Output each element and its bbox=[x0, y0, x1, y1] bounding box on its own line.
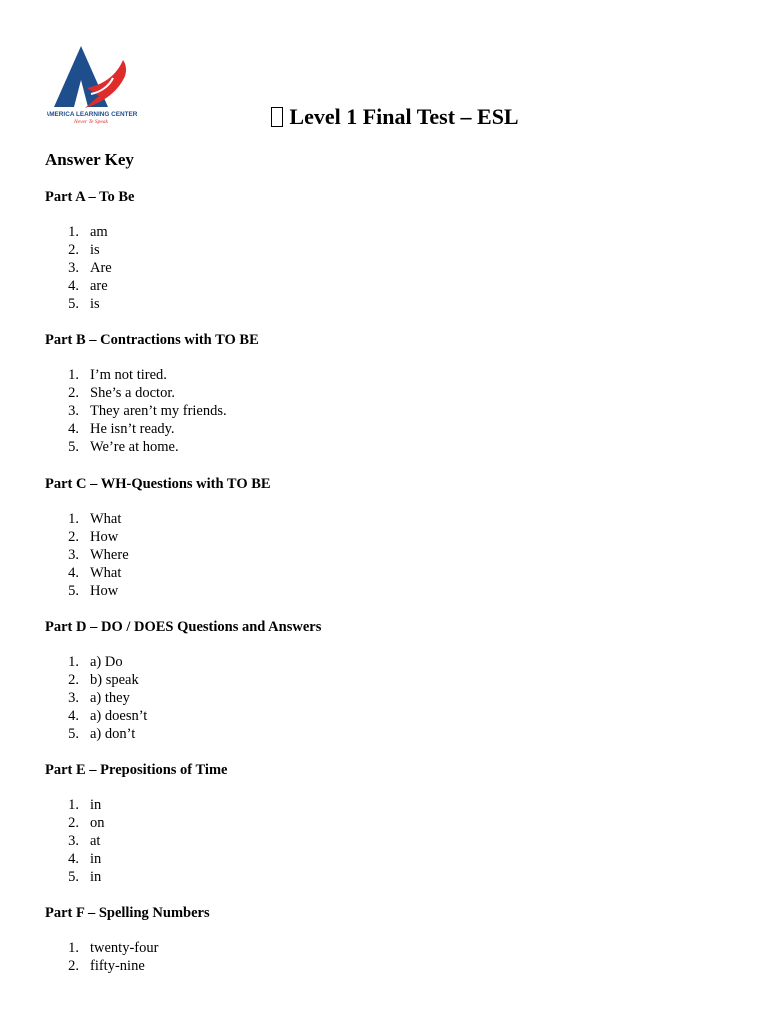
item-text: in bbox=[90, 797, 102, 813]
item-text: is bbox=[90, 241, 100, 258]
item-text: are bbox=[90, 277, 108, 294]
item-text: in bbox=[90, 850, 102, 867]
list-item bbox=[45, 547, 735, 565]
list-item bbox=[45, 529, 735, 547]
answer-key-heading: Answer Key bbox=[45, 150, 134, 169]
list-item bbox=[45, 511, 735, 529]
item-text: a) doesn’t bbox=[90, 707, 148, 724]
item-text: a) they bbox=[90, 689, 130, 706]
item-number: 1. bbox=[68, 511, 79, 527]
item-text: in bbox=[90, 868, 102, 885]
item-number: 4. bbox=[68, 420, 79, 437]
list-item bbox=[45, 260, 735, 278]
section-part-c bbox=[45, 474, 735, 601]
item-text: fifty-nine bbox=[90, 957, 145, 974]
list-item bbox=[45, 583, 735, 601]
list-item bbox=[45, 439, 735, 457]
item-number: 3. bbox=[68, 689, 79, 706]
item-text: How bbox=[90, 582, 119, 599]
item-text: She’s a doctor. bbox=[90, 384, 175, 401]
item-text: on bbox=[90, 814, 105, 831]
list-item bbox=[45, 367, 735, 385]
item-number: 1. bbox=[68, 654, 79, 670]
list-item bbox=[45, 403, 735, 421]
section-part-a bbox=[45, 187, 735, 314]
answer-list bbox=[45, 511, 735, 601]
list-item bbox=[45, 726, 735, 744]
item-text: Where bbox=[90, 546, 129, 563]
list-item bbox=[45, 851, 735, 869]
item-number: 3. bbox=[68, 259, 79, 276]
list-item bbox=[45, 242, 735, 260]
item-text: They aren’t my friends. bbox=[90, 402, 227, 419]
item-text: I’m not tired. bbox=[90, 367, 167, 383]
item-number: 2. bbox=[68, 671, 79, 688]
item-number: 2. bbox=[68, 957, 79, 974]
list-item bbox=[45, 385, 735, 403]
item-text: He isn’t ready. bbox=[90, 420, 175, 437]
list-item bbox=[45, 815, 735, 833]
list-item bbox=[45, 690, 735, 708]
list-item bbox=[45, 224, 735, 242]
section-heading: Part C – WH-Questions with TO BE bbox=[45, 476, 271, 492]
list-item bbox=[45, 565, 735, 583]
item-text: We’re at home. bbox=[90, 438, 179, 455]
section-part-e bbox=[45, 760, 735, 887]
answer-list bbox=[45, 940, 735, 976]
answer-list bbox=[45, 654, 735, 744]
list-item bbox=[45, 869, 735, 887]
item-number: 1. bbox=[68, 940, 79, 956]
page-title: Level 1 Final Test – ESL bbox=[289, 104, 519, 129]
item-number: 2. bbox=[68, 528, 79, 545]
item-number: 4. bbox=[68, 277, 79, 294]
item-text: How bbox=[90, 528, 119, 545]
section-heading: Part B – Contractions with TO BE bbox=[45, 332, 259, 348]
item-text: a) Do bbox=[90, 654, 123, 670]
answer-list bbox=[45, 367, 735, 457]
item-text: a) don’t bbox=[90, 725, 136, 742]
logo-name: AMERICA LEARNING CENTER bbox=[47, 111, 138, 118]
item-number: 3. bbox=[68, 832, 79, 849]
item-number: 4. bbox=[68, 850, 79, 867]
list-item bbox=[45, 708, 735, 726]
section-part-d bbox=[45, 617, 735, 744]
list-item bbox=[45, 421, 735, 439]
item-number: 5. bbox=[68, 295, 79, 312]
list-item bbox=[45, 940, 735, 958]
list-item bbox=[45, 278, 735, 296]
item-text: is bbox=[90, 295, 100, 312]
answer-list bbox=[45, 797, 735, 887]
page-title-row bbox=[0, 101, 768, 133]
section-heading: Part F – Spelling Numbers bbox=[45, 905, 210, 921]
answer-list bbox=[45, 224, 735, 314]
item-number: 5. bbox=[68, 868, 79, 885]
item-number: 4. bbox=[68, 707, 79, 724]
item-text: twenty-four bbox=[90, 940, 159, 956]
item-text: am bbox=[90, 224, 108, 240]
section-heading: Part E – Prepositions of Time bbox=[45, 762, 228, 778]
list-item bbox=[45, 296, 735, 314]
item-number: 5. bbox=[68, 438, 79, 455]
section-part-b bbox=[45, 330, 735, 457]
item-number: 1. bbox=[68, 224, 79, 240]
item-number: 2. bbox=[68, 814, 79, 831]
item-text: at bbox=[90, 832, 101, 849]
list-item bbox=[45, 958, 735, 976]
section-part-f bbox=[45, 903, 735, 976]
item-number: 1. bbox=[68, 797, 79, 813]
item-number: 2. bbox=[68, 241, 79, 258]
logo-tagline: Never Te Speak bbox=[73, 119, 109, 125]
section-heading: Part D – DO / DOES Questions and Answers bbox=[45, 619, 322, 635]
missing-glyph-icon bbox=[271, 107, 283, 127]
item-text: What bbox=[90, 564, 122, 581]
item-text: Are bbox=[90, 259, 112, 276]
list-item bbox=[45, 833, 735, 851]
item-number: 2. bbox=[68, 384, 79, 401]
item-number: 4. bbox=[68, 564, 79, 581]
item-number: 5. bbox=[68, 725, 79, 742]
item-text: b) speak bbox=[90, 671, 139, 688]
item-number: 1. bbox=[68, 367, 79, 383]
list-item bbox=[45, 654, 735, 672]
list-item bbox=[45, 672, 735, 690]
list-item bbox=[45, 797, 735, 815]
item-number: 3. bbox=[68, 546, 79, 563]
item-number: 5. bbox=[68, 582, 79, 599]
section-heading: Part A – To Be bbox=[45, 189, 135, 205]
item-number: 3. bbox=[68, 402, 79, 419]
item-text: What bbox=[90, 511, 122, 527]
